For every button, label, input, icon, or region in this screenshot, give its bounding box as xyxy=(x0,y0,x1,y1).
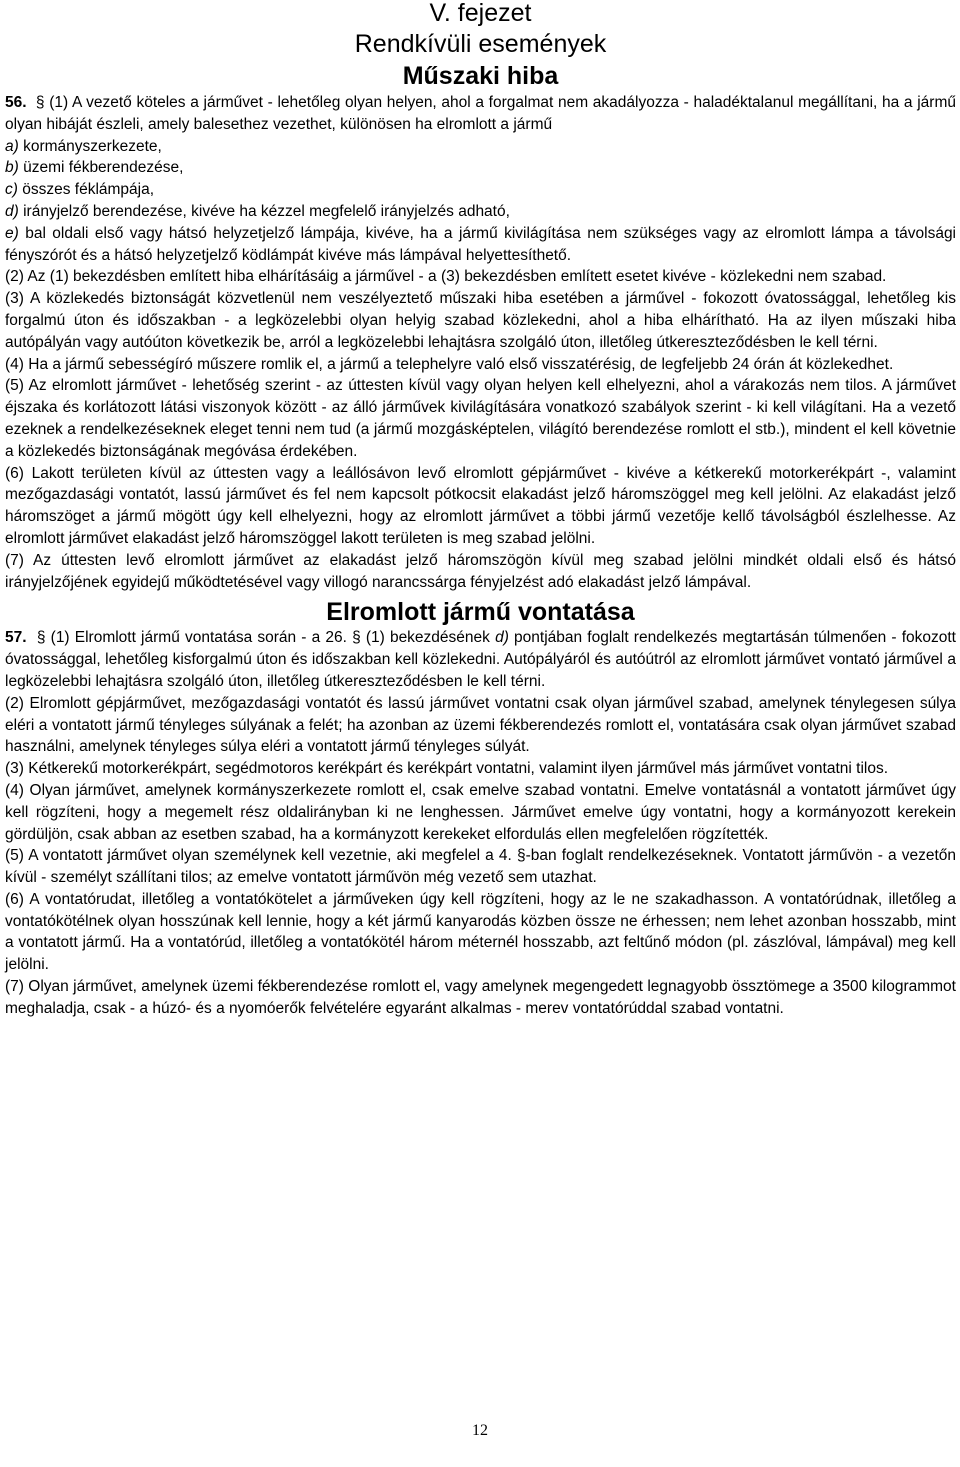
paragraph-56-1 xyxy=(5,92,956,136)
item-label: c) xyxy=(5,181,18,199)
paragraph-56-2: (2) Az (1) bekezdésben említett hiba elhárításáig a járművel - a (3) bekezdésben említett esetet kivéve - közlekedni nem szabad. xyxy=(5,268,887,286)
section-number: 57. xyxy=(5,629,27,647)
paragraph-text: § (1) Elromlott jármű vontatása során - a 26. § (1) bekezdésének xyxy=(36,629,490,647)
paragraph-56-4: (4) Ha a jármű sebességíró műszere romlik el, a jármű a telephelyre való első visszatérésig, de legfeljebb 24 órán át közlekedhet. xyxy=(5,355,894,373)
section-title-muszaki-hiba: Műszaki hiba xyxy=(402,62,559,90)
item-text: bal oldali első vagy hátsó helyzetjelző lámpája, kivéve, ha a jármű kivilágítása nem szükséges vagy az elromlott lámpa a távolsági fényszórót és a hátsó helyzetjelző ködlámpát kivéve más lámpával helyettesíthető. xyxy=(5,224,957,264)
paragraph-56-7: (7) Az úttesten levő elromlott járművet az elakadást jelző háromszögön kívül meg szabad jelölni mindkét oldali első és hátsó irányjelzőjének egyidejű működtetésével vagy villogó narancssárga fényjelzést adó elakadást jelző lámpával. xyxy=(5,551,956,591)
item-label: e) xyxy=(5,224,19,242)
list-item xyxy=(5,223,956,267)
list-item xyxy=(5,136,956,158)
item-text: kormányszerkezete, xyxy=(23,137,162,155)
item-label: d) xyxy=(5,202,19,220)
chapter-heading: V. fejezet xyxy=(429,0,532,27)
paragraph-text: pontjában foglalt rendelkezés megtartásán túlmenően - fokozott óvatossággal, lehetőleg kisforgalmú úton és időszakban kell közlekedni. Autópályáról és autóútról az elromlott járművet vontató járművel a legközelebbi lehajtásra szolgáló úton, illetőleg útkereszteződésben le kell térni. xyxy=(5,629,956,690)
paragraph-text: § (1) A vezető köteles a járművet - lehetőleg olyan helyen, ahol a forgalmat nem akadályozza - haladéktalanul megállítani, ha a jármű olyan hibáját észleli, amely balesethez vezethet, különösen ha elromlott a jármű xyxy=(5,94,956,133)
paragraph-56-3: (3) A közlekedés biztonságát közvetlenül nem veszélyeztető műszaki hiba esetében a járművel - fokozott óvatossággal, lehetőleg kis forgalmú úton és időszakban - a legközelebbi olyan helyig szabad közlekedni, ahol a hiba elhárítható. Ha az ilyen műszaki hiba autópályán vagy autóúton következik be, arról a legközelebbi lehajtásra szolgáló úton, illetőleg útkereszteződésben le kell térni. xyxy=(5,290,956,351)
paragraph-57-4: (4) Olyan járművet, amelynek kormányszerkezete romlott el, csak emelve szabad vontatni. Emelve vontatásnál a vontatott járművet úgy kell rögzíteni, hogy a megemelt rész oldalirányban ki ne lenghessen. Járművet emelve úgy vontatni, hogy a kormányozott kerekein gördüljön, csak abban az esetben szabad, ha a kormányzott kerekeket elfordulás ellen megfelelően rögzítették. xyxy=(5,781,956,843)
item-label: d) xyxy=(495,629,509,647)
list-item xyxy=(5,201,956,223)
chapter-title: Rendkívüli események xyxy=(354,30,607,58)
paragraph-57-5: (5) A vontatott járművet olyan személynek kell vezetnie, aki megfelel a 4. §-ban foglalt rendelkezéseknek. Vontatott járművön - a vezetőn kívül - személyt szállítani tilos; az emelve vontatott járművön még vezető sem utazhat. xyxy=(5,847,956,887)
item-text: irányjelző berendezése, kivéve ha kézzel megfelelő irányjelzés adható, xyxy=(23,202,510,220)
list-item xyxy=(5,179,956,201)
paragraph-57-6: (6) A vontatórudat, illetőleg a vontatókötelet a járműveken úgy kell rögzíteni, hogy az le ne szakadhasson. A vontatórúdnak, illetőleg a vontatókötélnek olyan hosszúnak kell lennie, hogy a két jármű kanyarodás közben össze ne érhessen; nem lehet azonban hosszabb, mint a vontatott jármű. Ha a vontatórúd, illetőleg a vontatókötél három méternél hosszabb, azt feltűnő módon (pl. zászlóval, lámpával) meg kell jelölni. xyxy=(5,890,956,974)
item-text: üzemi fékberendezése, xyxy=(23,159,184,177)
section-number: 56. xyxy=(5,94,27,111)
item-label: b) xyxy=(5,159,19,177)
paragraph-57-3: (3) Kétkerekű motorkerékpárt, segédmotoros kerékpárt és kerékpárt vontatni, valamint ilyen járművel más járművet vontatni tilos. xyxy=(5,760,889,778)
item-text: összes féklámpája, xyxy=(22,181,155,199)
paragraph-56-6: (6) Lakott területen kívül az úttesten vagy a leállósávon levő elromlott gépjárművet - kivéve a kétkerekű motorkerékpárt -, valamint mezőgazdasági vontatót, lassú járművet és fel nem kapcsolt pótkocsit elakadást jelző háromszöggel meg kell jelölni. Az elakadást jelző háromszöget a jármű mögött úgy kell elhelyezni, hogy az elromlott járművet a többi jármű vezetője kellő távolságból észlelhesse. Az elromlott járművet elakadást jelző háromszöggel lakott területen is meg szabad jelölni. xyxy=(5,464,956,547)
item-label: a) xyxy=(5,137,19,155)
list-item xyxy=(5,157,956,179)
page-number: 12 xyxy=(472,1422,488,1439)
paragraph-56-5: (5) Az elromlott járművet - lehetőség szerint - az úttesten kívül vagy olyan helyen kell elhelyezni, ahol a várakozás nem tilos. A járművet éjszaka és korlátozott látási viszonyok között - az álló járművek kivilágítására vonatkozó szabályok szerint - ki kell világítani. Ha a vezető ezeknek a rendelkezéseknek eleget tenni nem tud (a jármű mozgásképtelen, világító berendezése romlott el stb.), mindent el kell követnie a közlekedés biztonságának megóvása érdekében. xyxy=(5,377,956,460)
paragraph-57-7: (7) Olyan járművet, amelynek üzemi fékberendezése romlott el, vagy amelynek megengedett legnagyobb össztömege a 3500 kilogrammot meghaladja, csak - a húzó- és a nyomóerők felvételére egyaránt alkalmas - merev vontatórúddal szabad vontatni. xyxy=(5,978,956,1017)
section-title-vontatas: Elromlott jármű vontatása xyxy=(326,598,635,627)
item-list xyxy=(5,136,956,223)
paragraph-57-1 xyxy=(5,627,956,692)
paragraph-57-2: (2) Elromlott gépjárművet, mezőgazdasági vontatót és lassú járművet vontatni csak olyan járművel szabad, amelynek ténylegesen súlya eléri a vontatott jármű tényleges súlyának a felét; ha azonban az üzemi fékberendezés romlott el, vontatására csak olyan járművet szabad használni, amelynek tényleges súlya eléri a vontatott jármű tényleges súlyát. xyxy=(5,694,956,756)
